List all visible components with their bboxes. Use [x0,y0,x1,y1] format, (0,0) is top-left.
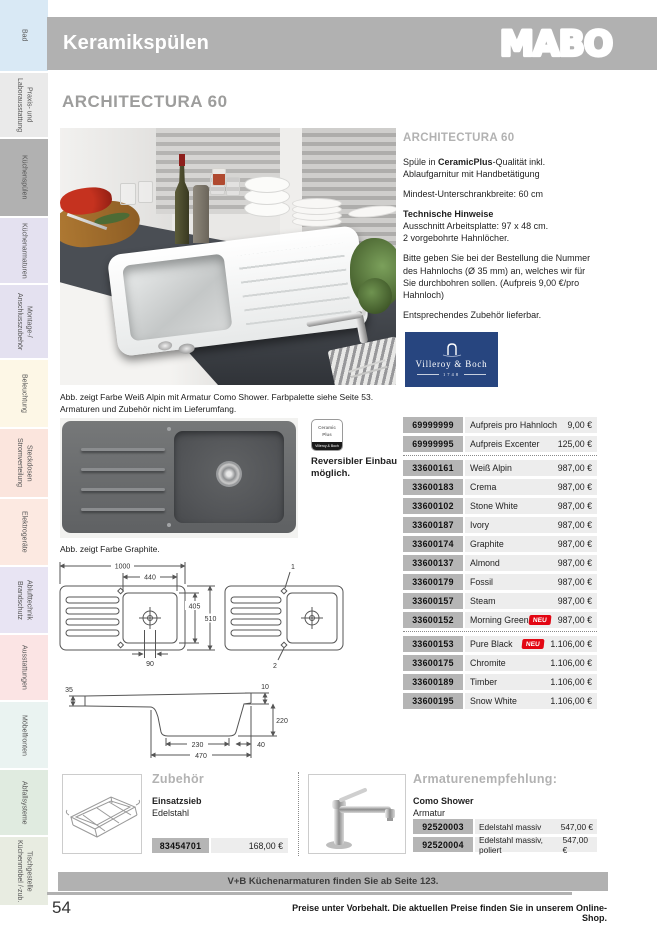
photo-plant [358,278,392,314]
sidebar-item-kuechenspuelen-active[interactable] [0,139,48,216]
divider [47,892,572,895]
divider [464,374,486,375]
photo-caption-line1: Abb. zeigt Farbe Weiß Alpin mit Armatur Como Shower. Farbpalette siehe Seite 53. [60,392,374,402]
row-desc [465,460,597,476]
svg-text:510: 510 [204,616,217,623]
row-desc [465,674,597,690]
sidebar-item-steckdosen-stromverteilung[interactable] [0,429,48,497]
row-name: Chromite [470,658,506,668]
accessory-name: Einsatzsieb [152,795,202,806]
table-row [403,555,597,571]
row-desc [465,693,597,709]
sidebar-item-label: Ablufttechnik Brandschutz [16,579,33,621]
sidebar-item-elektrogeraete[interactable] [0,499,48,565]
article-number: 33600152 [403,612,463,628]
photo-bowl [244,176,290,193]
row-name: Snow White [470,696,517,706]
table-row [403,436,597,452]
article-number: 33600174 [403,536,463,552]
table-row [403,517,597,533]
photo-caption [60,391,405,416]
row-price: 547,00 € [562,834,588,855]
badge-line2: Plus [322,432,332,438]
vb-logo-year-row [417,372,486,377]
product-photo [60,128,396,385]
row-desc [465,498,597,514]
table-row [403,460,597,476]
svg-text:35: 35 [65,687,73,694]
drain [218,463,240,485]
photo-plate [292,198,342,209]
svg-text:1000: 1000 [114,563,131,571]
accessory-info [152,771,292,819]
table-row [403,674,597,690]
article-number: 33600137 [403,555,463,571]
table-separator [403,455,597,456]
row-name: Stone White [470,501,518,511]
article-number: 33600183 [403,479,463,495]
vb-logo-name: Villeroy & Boch [415,358,488,369]
sidebar-item-abfallsysteme[interactable] [0,770,48,835]
tap-icon [441,343,463,357]
row-name: Edelstahl massiv [479,821,542,832]
table-row [403,593,597,609]
svg-text:405: 405 [188,603,201,611]
faucet-image [308,774,406,854]
accessory-price-row [152,838,288,853]
table-row [403,536,597,552]
row-name: Morning Green [470,615,529,625]
photo-sink-basin [122,254,233,342]
row-desc [465,417,597,433]
strainer-sketch [63,775,141,853]
sidebar-item-praxis-laborausstattung[interactable] [0,73,48,137]
sidebar-item-label: Küchenarmaturen [20,222,28,279]
row-desc [465,479,597,495]
row-price: 987,00 € [557,615,592,625]
row-desc [465,555,597,571]
svg-text:40: 40 [257,742,265,749]
table-row [403,498,597,514]
article-number: 33600157 [403,593,463,609]
sidebar-item-moebelfronten[interactable] [0,702,48,768]
table-row [403,479,597,495]
svg-text:440: 440 [144,574,156,582]
article-number: 33600102 [403,498,463,514]
accessory-image [62,774,142,854]
article-number: 33600161 [403,460,463,476]
sidebar-item-label: Abfallsysteme [20,780,28,825]
cross-reference-banner: V+B Küchenarmaturen finden Sie ab Seite 123. [58,872,608,891]
sidebar-item-ausstattungen[interactable] [0,635,48,700]
row-desc [465,517,597,533]
faucet-info [413,771,597,819]
article-number: 69999995 [403,436,463,452]
row-price: 1.106,00 € [550,696,592,706]
accessories-note: Entsprechendes Zubehör lieferbar. [403,309,542,320]
table-row [403,574,597,590]
photo-glass [138,181,153,203]
photo-spice-jar [212,168,226,186]
row-name: Steam [470,596,496,606]
tech-notes-heading: Technische Hinweise [403,208,494,219]
technical-drawing [55,556,390,768]
tech-holes: 2 vorgebohrte Hahnlöcher. [403,233,510,244]
tap-hole [167,523,171,527]
sidebar-item-label: Montage-/ Anschlusszubehör [16,292,33,351]
row-desc [465,636,597,652]
row-price: 987,00 € [557,482,592,492]
row-name: Almond [470,558,500,568]
sidebar-item-ablufttechnik-brandschutz[interactable] [0,567,48,633]
row-price: 547,00 € [560,821,593,832]
sidebar-item-label: Beleuchtung [20,374,28,413]
row-name: Pure Black [470,639,513,649]
faucet-price-rows [413,819,597,855]
sidebar-item-bad[interactable] [0,0,48,71]
photo-bottle-cap [179,154,185,166]
product-info-heading: ARCHITECTURA 60 [403,132,515,144]
faucet-name: Como Shower [413,795,474,806]
graphite-sink-image [60,418,298,538]
row-name: Aufpreis pro Hahnloch [470,420,558,430]
article-number: 69999999 [403,417,463,433]
drainboard-groove [81,488,165,491]
sidebar-item-label: Möbelfronten [20,714,28,756]
divider [417,374,439,375]
row-desc [475,819,597,834]
drainboard-groove [81,448,165,451]
villeroy-boch-logo [405,332,498,387]
product-title: ARCHITECTURA 60 [62,92,228,111]
category-sidebar [0,0,48,907]
row-name: Weiß Alpin [470,463,512,473]
svg-text:470: 470 [195,753,207,760]
tap-hole [167,427,171,431]
article-number: 33600175 [403,655,463,671]
photo-sink-drainboard [238,243,352,325]
drainboard-groove [81,508,165,511]
badge-brand: Villeroy & Boch [312,442,342,450]
sidebar-item-beleuchtung[interactable] [0,360,48,427]
sidebar-item-label: Bad [20,29,28,42]
tech-cutout: Ausschnitt Arbeitsplatte: 97 x 48 cm. [403,221,549,232]
row-desc [475,834,597,855]
svg-text:90: 90 [146,661,154,668]
accessory-price: 168,00 € [211,838,288,853]
row-price: 1.106,00 € [550,658,592,668]
price-disclaimer: Preise unter Vorbehalt. Die aktuellen Preise finden Sie in unserem Online-Shop. [292,903,607,923]
row-price: 987,00 € [557,577,592,587]
order-note: Bitte geben Sie bei der Bestellung die Nummer des Hahnlochs (Ø 35 mm) an, welches wir für Sie durchbohren sollen. (Aufpreis 9,00 €/pro Hahnloch) [403,253,591,300]
row-desc [465,536,597,552]
vb-logo-year: 1748 [443,371,460,377]
table-row [403,612,597,628]
reversible-note: Reversibler Einbau möglich. [311,456,398,480]
table-row [413,819,597,834]
svg-text:MABO: MABO [499,23,613,64]
row-name: Graphite [470,539,504,549]
article-number: 92520004 [413,837,473,852]
page-header [47,17,657,70]
row-desc [465,436,597,452]
badge-line1: Ceramic [318,425,336,430]
article-number: 33600195 [403,693,463,709]
product-info [403,131,598,329]
accessory-heading: Zubehör [152,772,205,786]
page-number: 54 [52,898,71,917]
svg-text:10: 10 [261,684,269,691]
photo-caption-line2: Armaturen und Zubehör nicht im Lieferumfang. [60,404,237,415]
row-price: 9,00 € [567,420,592,430]
row-name: Edelstahl massiv, poliert [479,834,543,855]
price-table [403,417,597,712]
neu-badge: NEU [528,615,551,625]
row-desc [465,655,597,671]
sidebar-item-label: Elektrogeräte [20,511,28,553]
sidebar-item-kuechenarmaturen[interactable] [0,218,48,283]
row-desc [465,612,597,628]
faucet-type: Armatur [413,808,446,819]
mabo-logo [471,23,641,65]
min-cabinet-width: Mindest-Unterschrankbreite: 60 cm [403,188,544,199]
photo-canister [193,185,209,243]
sidebar-item-label: Küchenspülen [20,155,28,200]
article-number: 33600189 [403,674,463,690]
row-name: Timber [470,677,498,687]
article-number: 92520003 [413,819,473,834]
svg-text:220: 220 [276,718,288,725]
divider [298,772,299,856]
graphite-basin [174,431,284,523]
table-row [403,417,597,433]
faucet-illustration [309,775,405,853]
row-price: 987,00 € [557,596,592,606]
row-name: Ivory [470,520,490,530]
row-price: 987,00 € [557,520,592,530]
sidebar-item-tischgestelle[interactable] [0,837,48,905]
row-price: 1.106,00 € [550,677,592,687]
row-price: 987,00 € [557,501,592,511]
article-number: 33600187 [403,517,463,533]
article-number: 33600153 [403,636,463,652]
photo-drain [158,340,173,351]
neu-badge: NEU [521,639,544,649]
row-price: 987,00 € [557,558,592,568]
row-desc [465,574,597,590]
row-price: 125,00 € [557,439,592,449]
photo-glass [226,177,240,196]
table-row [413,834,597,855]
sidebar-item-label: Ausstattungen [20,645,28,690]
faucet-heading: Armaturenempfehlung: [413,772,558,786]
table-row [403,655,597,671]
table-separator [403,631,597,632]
sidebar-item-label: Tischgestelle Küchenmöbel /-zub. [16,839,33,903]
row-desc [465,593,597,609]
accessory-material: Edelstahl [152,808,190,819]
photo-glass [120,183,136,205]
graphite-caption: Abb. zeigt Farbe Graphite. [60,544,160,554]
section-title: Keramikspülen [63,32,209,54]
article-number: 33600179 [403,574,463,590]
ceramicplus-badge [311,419,343,451]
row-name: Fossil [470,577,493,587]
svg-text:1: 1 [291,564,295,571]
sidebar-item-montage-anschlusszubehoer[interactable] [0,285,48,358]
article-number: 83454701 [152,838,209,853]
row-name: Aufpreis Excenter [470,439,540,449]
table-row [403,636,597,652]
table-row [403,693,597,709]
row-name: Crema [470,482,497,492]
row-price: 987,00 € [557,539,592,549]
row-price: 987,00 € [557,463,592,473]
svg-text:230: 230 [191,742,204,749]
drainboard-groove [81,468,165,471]
sidebar-item-label: Praxis- und Laborausstattung [16,77,33,133]
sidebar-item-label: Steckdosen Stromverteilung [16,438,33,488]
svg-text:2: 2 [273,663,277,670]
row-price: 1.106,00 € [550,639,592,649]
product-description: Spüle in CeramicPlus-Qualität inkl. Ablaufgarnitur mit Handbetätigung [403,156,546,179]
graphite-sink [62,421,296,533]
